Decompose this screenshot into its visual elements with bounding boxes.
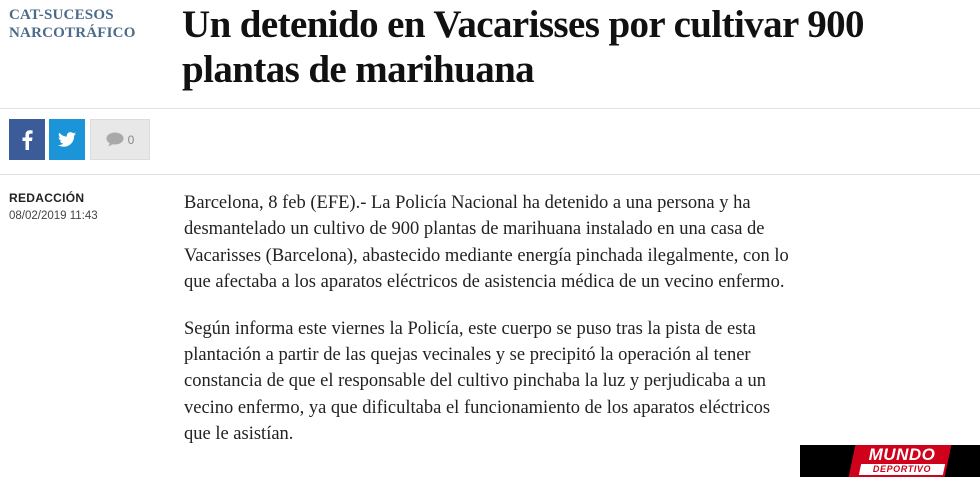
divider xyxy=(0,108,980,109)
category-link-cat-sucesos[interactable]: CAT-SUCESOS xyxy=(9,7,114,23)
divider xyxy=(0,174,980,175)
article-paragraph: Barcelona, 8 feb (EFE).- La Policía Nacional ha detenido a una persona y ha desmantelado un cultivo de 900 plantas de marihuana instalado en una casa de Vacarisses (Barcelona), abastecido mediante energía pinchada ilegalmente, con lo que afectaba a los aparatos eléctricos de asistencia médica de un vecino enfermo. xyxy=(184,193,789,293)
mundo-deportivo-logo xyxy=(800,445,980,477)
logo-wordmark-top: MUNDO xyxy=(868,445,936,464)
facebook-share-button[interactable] xyxy=(9,119,45,160)
comment-count: 0 xyxy=(127,132,135,147)
publish-date: 08/02/2019 11:43 xyxy=(9,210,98,222)
logo-wordmark-bottom-band xyxy=(859,464,945,475)
twitter-share-button[interactable] xyxy=(49,119,85,160)
facebook-icon xyxy=(21,130,33,150)
logo-wordmark-bottom: DEPORTIVO xyxy=(872,464,932,474)
article-headline: Un detenido en Vacarisses por cultivar 900 plantas de marihuana xyxy=(182,3,864,91)
category-tags xyxy=(9,6,174,42)
article-paragraph: Según informa este viernes la Policía, este cuerpo se puso tras la pista de esta plantación a partir de las quejas vecinales y se precipitó la operación al tener constancia de que el responsable del cultivo pinchaba la luz y perjudicaba a un vecino enfermo, ya que dificultaba el funcionamiento de los aparatos eléctricos que le asistían. xyxy=(184,318,771,445)
category-link-narcotrafico[interactable]: NARCOTRÁFICO xyxy=(9,25,136,41)
byline xyxy=(9,190,98,224)
comments-button[interactable] xyxy=(90,119,150,160)
author-name: REDACCIÓN xyxy=(9,191,85,205)
twitter-icon xyxy=(58,132,76,147)
comment-icon xyxy=(106,132,124,147)
article-body xyxy=(184,190,794,468)
